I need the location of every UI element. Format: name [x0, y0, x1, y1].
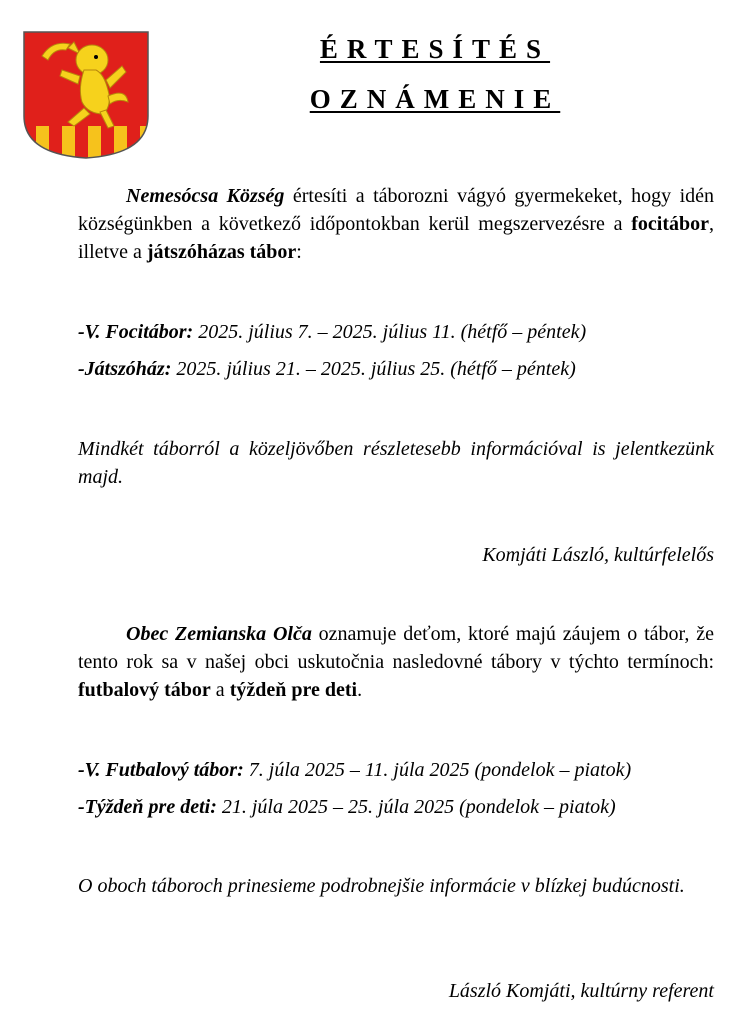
sk-camp-2-name: týždeň pre deti: [229, 679, 358, 701]
hu-note-paragraph: Mindkét táborról a közeljövőben részletesebb információval is jelentkezünk majd.: [78, 438, 714, 488]
title-hungarian: ÉRTESÍTÉS: [319, 34, 551, 64]
hu-camp-1-name: focitábor: [631, 213, 709, 235]
hu-intro-paragraph: [78, 182, 714, 266]
hu-camp-2-dates: 2025. július 21. – 2025. július 25. (hétfő – péntek): [171, 358, 576, 380]
hu-intro-text-2: , illetve a: [78, 213, 714, 263]
hu-camp-2-line: [78, 355, 714, 383]
hu-municipality-name: Nemesócsa Község: [126, 185, 285, 207]
coat-of-arms-lion-icon: [22, 30, 150, 160]
sk-camp-2-line: [78, 793, 714, 821]
sk-note-paragraph: O oboch táboroch prinesieme podrobnejšie informácie v blízkej budúcnosti.: [78, 875, 685, 897]
title-slovak: OZNÁMENIE: [309, 84, 561, 114]
sk-camp-2-label: -Týždeň pre deti:: [78, 796, 217, 818]
hu-camp-2-label: -Játszóház:: [78, 358, 172, 380]
sk-intro-text-2: a: [210, 679, 230, 701]
sk-intro-text-3: .: [357, 679, 363, 701]
hu-camp-1-label: -V. Focitábor:: [78, 321, 194, 343]
sk-camp-1-line: [78, 756, 714, 784]
sk-camp-1-name: futbalový tábor: [78, 679, 211, 701]
sk-camp-1-dates: 7. júla 2025 – 11. júla 2025 (pondelok – piatok): [243, 759, 632, 781]
sk-intro-text-1: oznamuje deťom, ktoré majú záujem o tábor, že tento rok sa v našej obci uskutočnia nasledovné tábory v týchto termínoch:: [78, 623, 714, 673]
sk-intro-paragraph: [78, 620, 714, 704]
sk-municipality-name: Obec Zemianska Olča: [126, 623, 312, 645]
sk-signature: László Komjáti, kultúrny referent: [448, 980, 714, 1002]
sk-camp-2-dates: 21. júla 2025 – 25. júla 2025 (pondelok – piatok): [216, 796, 616, 818]
hu-camp-1-line: [78, 318, 714, 346]
hu-camp-2-name: játszóházas tábor: [146, 241, 297, 263]
sk-camp-1-label: -V. Futbalový tábor:: [78, 759, 244, 781]
hu-signature: Komjáti László, kultúrfelelős: [482, 544, 714, 566]
hu-camp-1-dates: 2025. július 7. – 2025. július 11. (hétfő – péntek): [193, 321, 587, 343]
hu-intro-text-1: értesíti a táborozni vágyó gyermekeket, hogy idén községünkben a következő időpontokban kerül megszervezésre a: [78, 185, 715, 235]
hu-intro-text-3: :: [296, 241, 302, 263]
